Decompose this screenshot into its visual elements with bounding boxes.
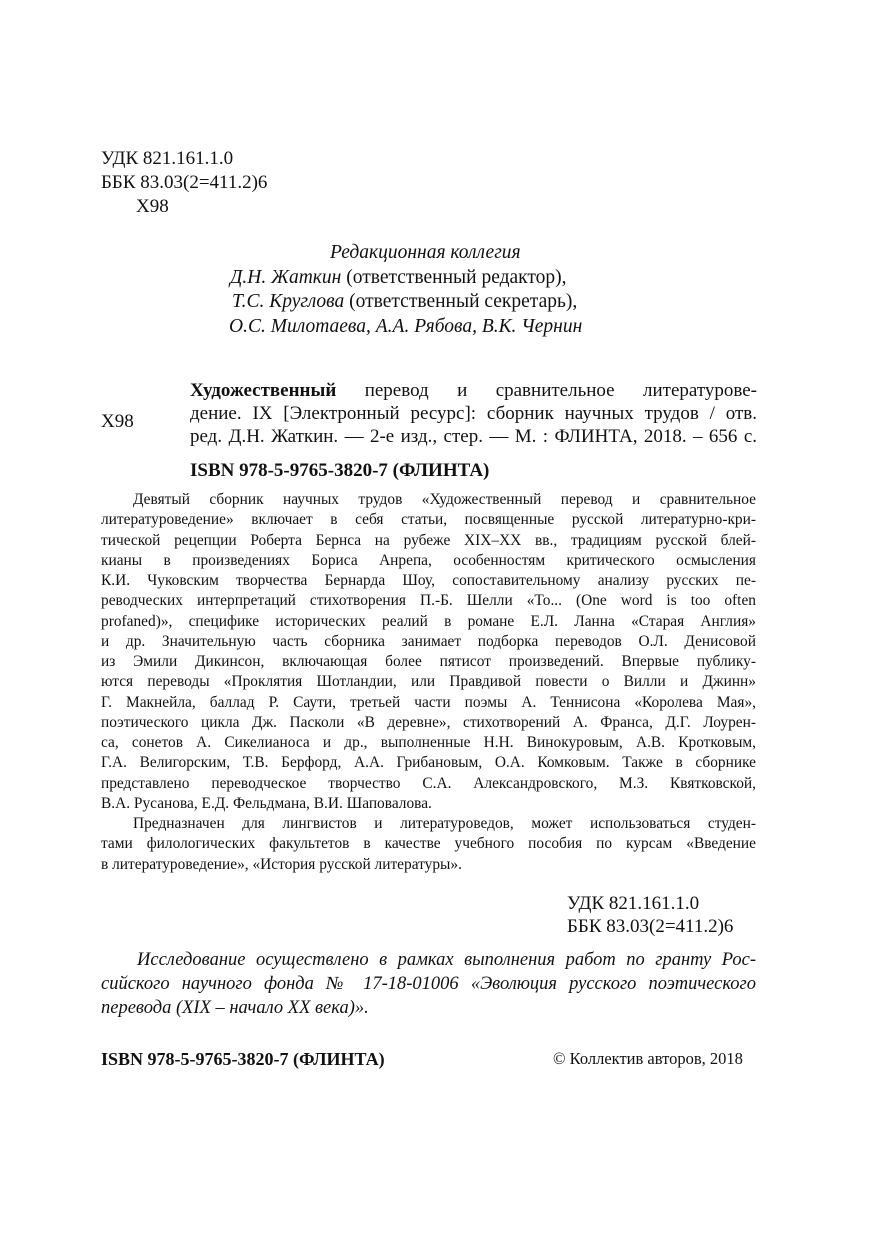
- bbk-code-bottom: ББК 83.03(2=411.2)6: [567, 916, 734, 937]
- abstract-line: Девятый сборник научных трудов «Художественный перевод и сравнительное: [133, 491, 756, 508]
- secretary-name: Т.С. Круглова: [232, 291, 345, 312]
- abstract-line: К.И. Чуковским творчества Бернарда Шоу, сопоставительному анализу русских пе-: [101, 572, 756, 589]
- author-code-top: Х98: [136, 196, 169, 217]
- abstract-line: profaned)», специфике исторических реалий в романе Е.Л. Ланна «Старая Англия»: [101, 612, 756, 630]
- grant-line: перевода (XIX – начало XX века)».: [101, 998, 369, 1018]
- bib-title-bold: Художественный: [190, 380, 337, 401]
- bib-line-3: ред. Д.Н. Жаткин. — 2-е изд., стер. — М. : ФЛИНТА, 2018. – 656 с.: [190, 426, 757, 447]
- abstract-line: в литературоведение», «История русской литературы».: [101, 855, 462, 873]
- bibliographic-record: [190, 379, 757, 448]
- abstract-line: В.А. Русанова, Е.Д. Фельдмана, В.И. Шаповалова.: [101, 794, 432, 812]
- chief-editor-name: Д.Н. Жаткин: [230, 266, 342, 288]
- grant-note: [101, 948, 756, 1020]
- bib-title-rest: перевод и сравнительное литературове-: [364, 380, 757, 401]
- udk-code-top: УДК 821.161.1.0: [101, 148, 234, 169]
- isbn-record: ISBN 978-5-9765-3820-7 (ФЛИНТА): [190, 460, 490, 481]
- bib-line-2: дение. IX [Электронный ресурс]: сборник научных трудов / отв.: [190, 403, 757, 424]
- abstract-line: литературоведение» включает в себя статьи, посвященные русской литературно-кри-: [101, 511, 756, 529]
- bbk-code-top: ББК 83.03(2=411.2)6: [101, 172, 268, 193]
- copyright-notice: © Коллектив авторов, 2018: [553, 1049, 743, 1068]
- abstract-line: са, сонетов А. Сикелианоса и др., выполненные Н.Н. Винокуровым, А.В. Кротковым,: [101, 734, 756, 751]
- isbn-footer: ISBN 978-5-9765-3820-7 (ФЛИНТА): [101, 1049, 385, 1069]
- abstract-line: тами филологических факультетов в качестве учебного пособия по курсам «Введение: [101, 835, 756, 853]
- grant-line: Исследование осуществлено в рамках выполнения работ по гранту Рос-: [137, 950, 756, 970]
- abstract-line: Г.А. Велигорским, Т.В. Берфорд, А.А. Грибановым, О.А. Комковым. Также в сборнике: [101, 754, 756, 772]
- bib-line-1: [190, 379, 757, 402]
- abstract-line: поэтического цикла Дж. Пасколи «В деревне», стихотворений А. Франса, Д.Г. Лоурен-: [101, 713, 756, 731]
- abstract-line: Г. Макнейла, баллад Р. Саути, третьей части поэмы А. Теннисона «Королева Мая»,: [101, 693, 756, 711]
- chief-editor-role: (ответственный редактор),: [346, 266, 567, 288]
- udk-code-bottom: УДК 821.161.1.0: [567, 893, 700, 914]
- abstract-line: тической рецепции Роберта Бернса на рубеже XIX–XX вв., традициям русской блей-: [101, 531, 756, 549]
- bottom-classification: [567, 892, 733, 938]
- abstract: [101, 490, 756, 875]
- secretary-role: (ответственный секретарь),: [349, 291, 578, 312]
- editorial-board-members: О.С. Милотаева, А.А. Рябова, В.К. Чернин: [229, 315, 583, 337]
- abstract-line: Предназначен для лингвистов и литературоведов, может использоваться студен-: [133, 815, 756, 832]
- bibliographic-author-code: Х98: [101, 411, 134, 432]
- grant-line: сийского научного фонда № 17-18-01006 «Эволюция русского поэтического: [101, 974, 756, 994]
- abstract-line: кианы в произведениях Бориса Анрепа, особенностям критического осмысления: [101, 551, 756, 569]
- editorial-board-title: Редакционная коллегия: [330, 242, 521, 263]
- editorial-board-secretary: [232, 290, 577, 315]
- abstract-line: и др. Значительную часть сборника занимает подборка переводов О.Л. Денисовой: [101, 632, 756, 650]
- abstract-line: представлено переводческое творчество С.А. Александровского, М.З. Квятковской,: [101, 774, 756, 792]
- abstract-line: ются переводы «Проклятия Шотландии, или Правдивой повести о Вилли и Джинн»: [101, 673, 756, 691]
- abstract-line: реводческих интерпретаций стихотворения П.-Б. Шелли «To... (One word is too often: [101, 592, 756, 610]
- editorial-board-chief: [230, 266, 567, 291]
- abstract-line: из Эмили Дикинсон, включающая более пятисот произведений. Впервые публику-: [101, 653, 756, 670]
